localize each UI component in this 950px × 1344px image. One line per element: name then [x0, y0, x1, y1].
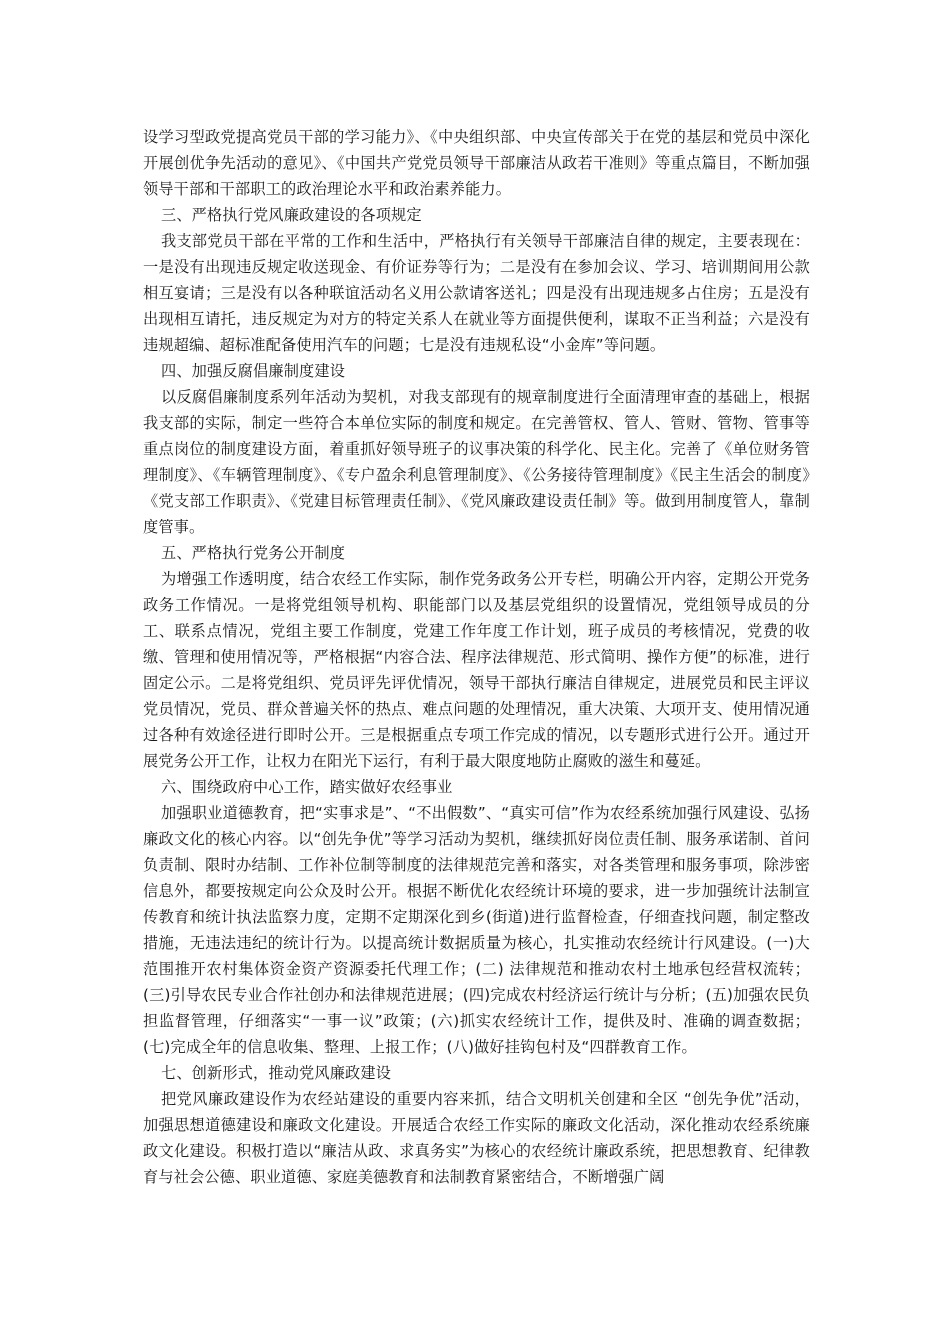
- body-paragraph: 以反腐倡廉制度系列年活动为契机，对我支部现有的规章制度进行全面清理审查的基础上，根据我支部的实际，制定一些符合本单位实际的制度和规定。在完善管权、管人、管财、管物、管事等重点岗位的制度建设方面，着重抓好领导班子的议事决策的科学化、民主化。完善了《单位财务管理制度》、《车辆管理制度》、《专户盈余利息管理制度》、《公务接待管理制度》《民主生活会的制度》《党支部工作职责》、《党建目标管理责任制》、《党风廉政建设责任制》等。做到用制度管人，靠制度管事。: [143, 388, 810, 536]
- section-heading: 六、围绕政府中心工作，踏实做好农经事业: [161, 778, 453, 796]
- body-paragraph: 我支部党员干部在平常的工作和生活中，严格执行有关领导干部廉洁自律的规定，主要表现在：一是没有出现违反规定收送现金、有价证券等行为；二是没有在参加会议、学习、培训期间用公款相互宴请；三是没有以各种联谊活动名义用公款请客送礼；四是没有出现违规多占住房；五是没有出现相互请托，违反规定为对方的特定关系人在就业等方面提供便利，谋取不正当利益；六是没有违规超编、超标准配备使用汽车的问题；七是没有违规私设“小金库”等问题。: [143, 232, 810, 354]
- body-paragraph: 设学习型政党提高党员干部的学习能力》、《中央组织部、中央宣传部关于在党的基层和党员中深化开展创优争先活动的意见》、《中国共产党党员领导干部廉洁从政若干准则》等重点篇目，不断加强领导干部和干部职工的政治理论水平和政治素养能力。: [143, 128, 810, 198]
- section-heading: 五、严格执行党务公开制度: [161, 544, 346, 562]
- section-heading: 四、加强反腐倡廉制度建设: [161, 362, 346, 380]
- body-paragraph: 为增强工作透明度，结合农经工作实际，制作党务政务公开专栏，明确公开内容，定期公开党务政务工作情况。一是将党组领导机构、职能部门以及基层党组织的设置情况，党组领导成员的分工、联系点情况，党组主要工作制度，党建工作年度工作计划，班子成员的考核情况，党费的收缴、管理和使用情况等，严格根据“内容合法、程序法律规范、形式简明、操作方便”的标准，进行固定公示。二是将党组织、党员评先评优情况，领导干部执行廉洁自律规定，进展党员和民主评议党员情况，党员、群众普遍关怀的热点、难点问题的处理情况，重大决策、大项开支、使用情况通过各种有效途径进行即时公开。三是根据重点专项工作完成的情况，以专题形式进行公开。通过开展党务公开工作，让权力在阳光下运行，有利于最大限度地防止腐败的滋生和蔓延。: [143, 570, 810, 770]
- body-paragraph: 加强职业道德教育，把“实事求是”、“不出假数”、“真实可信”作为农经系统加强行风建设、弘扬廉政文化的核心内容。以“创先争优”等学习活动为契机，继续抓好岗位责任制、服务承诺制、首问负责制、限时办结制、工作补位制等制度的法律规范完善和落实，对各类管理和服务事项，除涉密信息外，都要按规定向公众及时公开。根据不断优化农经统计环境的要求，进一步加强统计法制宣传教育和统计执法监察力度，定期不定期深化到乡(街道)进行监督检查，仔细查找问题，制定整改措施，无违法违纪的统计行为。以提高统计数据质量为核心，扎实推动农经统计行风建设。(一)大范围推开农村集体资金资产资源委托代理工作；(二) 法律规范和推动农村土地承包经营权流转；(三)引导农民专业合作社创办和法律规范进展；(四)完成农村经济运行统计与分析；(五)加强农民负担监督管理，仔细落实“一事一议”政策；(六)抓实农经统计工作，提供及时、准确的调查数据；(七)完成全年的信息收集、整理、上报工作；(八)做好挂钩包村及“四群教育工作。: [143, 804, 810, 1056]
- section-heading: 三、严格执行党风廉政建设的各项规定: [161, 206, 422, 224]
- body-paragraph: 把党风廉政建设作为农经站建设的重要内容来抓，结合文明机关创建和全区 “创先争优”活动，加强思想道德建设和廉政文化建设。开展适合农经工作实际的廉政文化活动，深化推动农经系统廉政文化建设。积极打造以“廉洁从政、求真务实”为核心的农经统计廉政系统，把思想教育、纪律教育与社会公德、职业道德、家庭美德教育和法制教育紧密结合，不断增强广阔: [143, 1090, 810, 1186]
- section-heading: 七、创新形式，推动党风廉政建设: [161, 1064, 392, 1082]
